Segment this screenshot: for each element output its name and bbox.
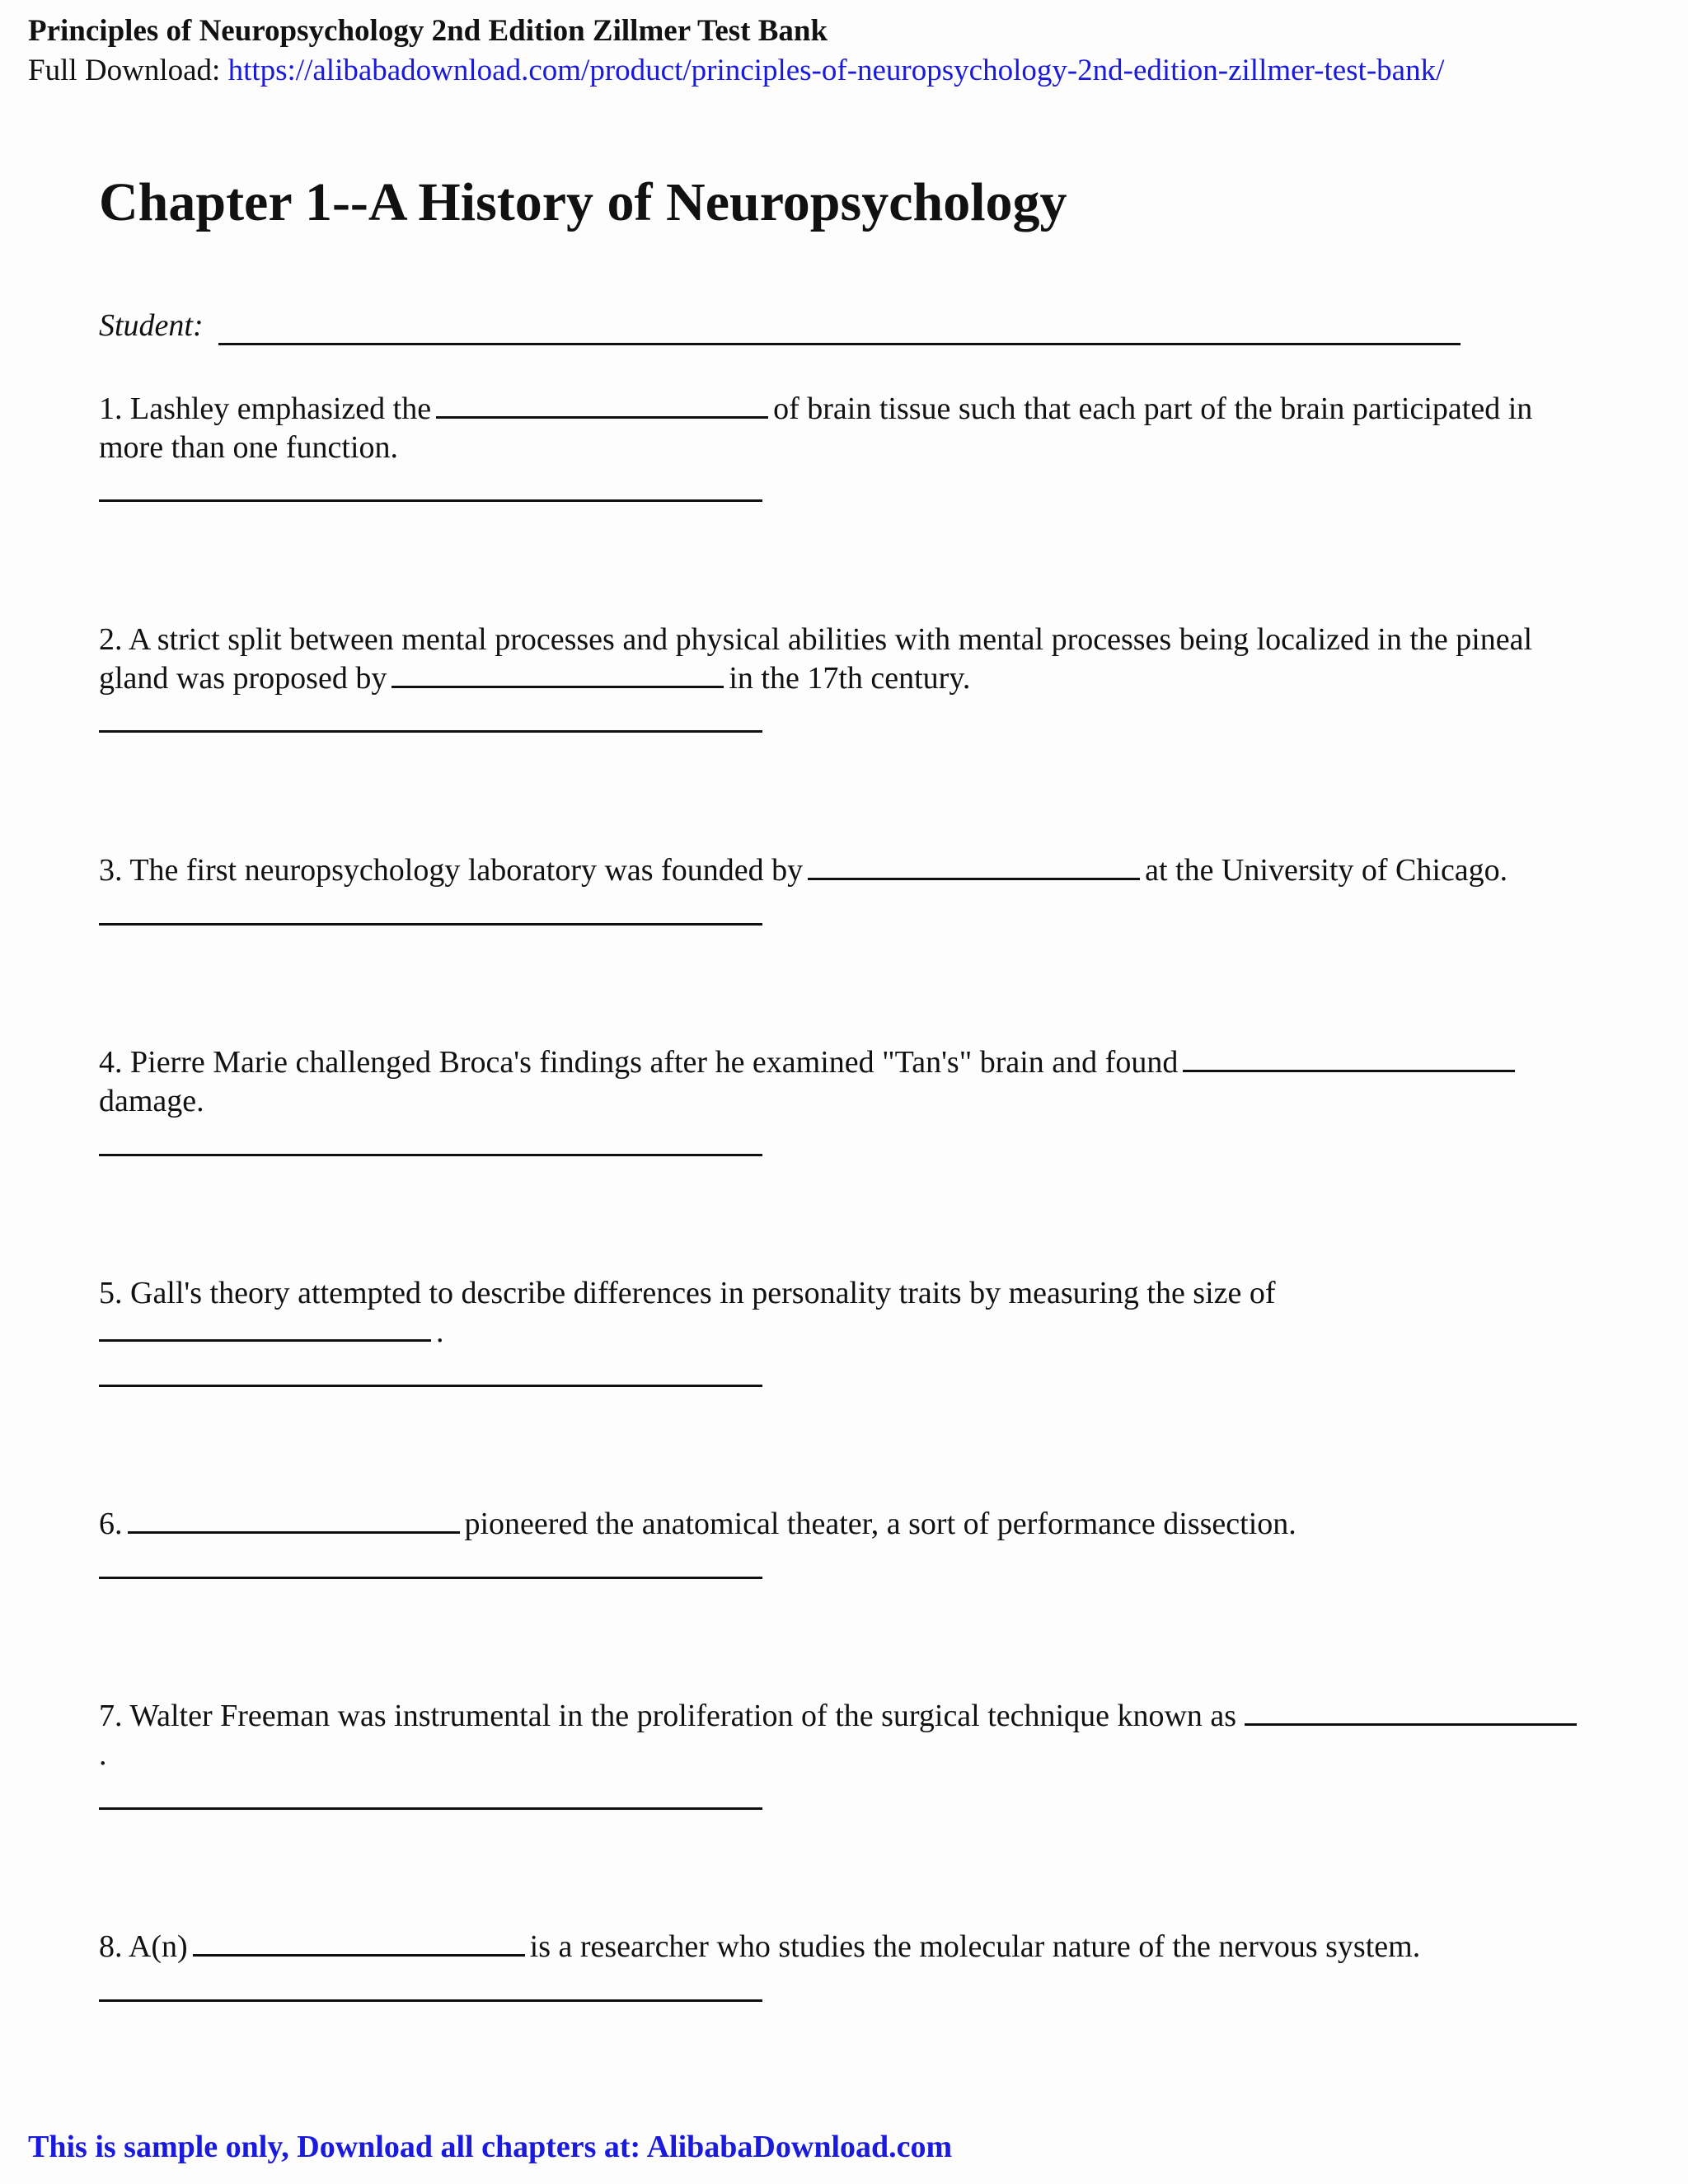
question-text: is a researcher who studies the molecular nature of the nervous system. (529, 1929, 1421, 1964)
answer-line-3[interactable] (99, 923, 762, 926)
question-text: of brain tissue such that each part of the brain participated in more than one function. (99, 391, 1540, 465)
fill-in-blank[interactable] (1245, 1699, 1577, 1726)
question-text: 3. The first neuropsychology laboratory was founded by (99, 853, 804, 888)
question-1 (99, 390, 1582, 467)
question-2 (99, 621, 1582, 698)
fill-in-blank[interactable] (193, 1929, 525, 1957)
question-4 (99, 1043, 1582, 1121)
fill-in-blank[interactable] (392, 661, 724, 688)
fill-in-blank[interactable] (128, 1507, 460, 1534)
answer-line-1[interactable] (99, 499, 762, 502)
download-line (28, 53, 1444, 88)
question-text: . (99, 1737, 107, 1772)
question-text: 5. Gall's theory attempted to describe differences in personality traits by measuring the size of (99, 1276, 1276, 1310)
question-text: 4. Pierre Marie challenged Broca's findings after he examined "Tan's" brain and found (99, 1045, 1179, 1080)
download-link[interactable]: https://alibabadownload.com/product/principles-of-neuropsychology-2nd-edition-zillmer-test-bank/ (227, 54, 1445, 87)
answer-line-6[interactable] (99, 1577, 762, 1579)
student-label: Student: (99, 308, 204, 343)
question-text: damage. (99, 1084, 204, 1118)
question-6 (99, 1505, 1582, 1544)
chapter-title: Chapter 1--A History of Neuropsychology (99, 172, 1067, 232)
fill-in-blank[interactable] (99, 1315, 431, 1342)
fill-in-blank[interactable] (436, 391, 768, 419)
question-text: 8. A(n) (99, 1929, 188, 1964)
footer-notice: This is sample only, Download all chapters at: AlibabaDownload.com (28, 2130, 953, 2164)
answer-line-5[interactable] (99, 1385, 762, 1387)
question-text: 7. Walter Freeman was instrumental in the proliferation of the surgical technique known as (99, 1699, 1237, 1733)
answer-line-7[interactable] (99, 1807, 762, 1810)
question-3 (99, 851, 1582, 890)
question-text: 1. Lashley emphasized the (99, 391, 432, 426)
document-header-title: Principles of Neuropsychology 2nd Edition Zillmer Test Bank (28, 14, 828, 48)
answer-line-2[interactable] (99, 730, 762, 733)
download-label: Full Download: (28, 54, 228, 87)
question-text: at the University of Chicago. (1145, 853, 1508, 888)
question-text: 6. (99, 1507, 123, 1541)
question-text: 2. A strict split between mental processes and physical abilities with mental processes being localized in the pineal gland was proposed by (99, 622, 1540, 696)
question-text: pioneered the anatomical theater, a sort of performance dissection. (464, 1507, 1296, 1541)
student-name-field[interactable] (218, 343, 1461, 345)
question-8 (99, 1928, 1582, 1966)
question-text: in the 17th century. (729, 661, 971, 696)
answer-line-4[interactable] (99, 1154, 762, 1156)
answer-line-8[interactable] (99, 1999, 762, 2002)
question-5 (99, 1274, 1582, 1352)
question-7 (99, 1697, 1582, 1774)
question-text: . (436, 1315, 444, 1349)
fill-in-blank[interactable] (1183, 1045, 1515, 1072)
fill-in-blank[interactable] (808, 853, 1140, 880)
